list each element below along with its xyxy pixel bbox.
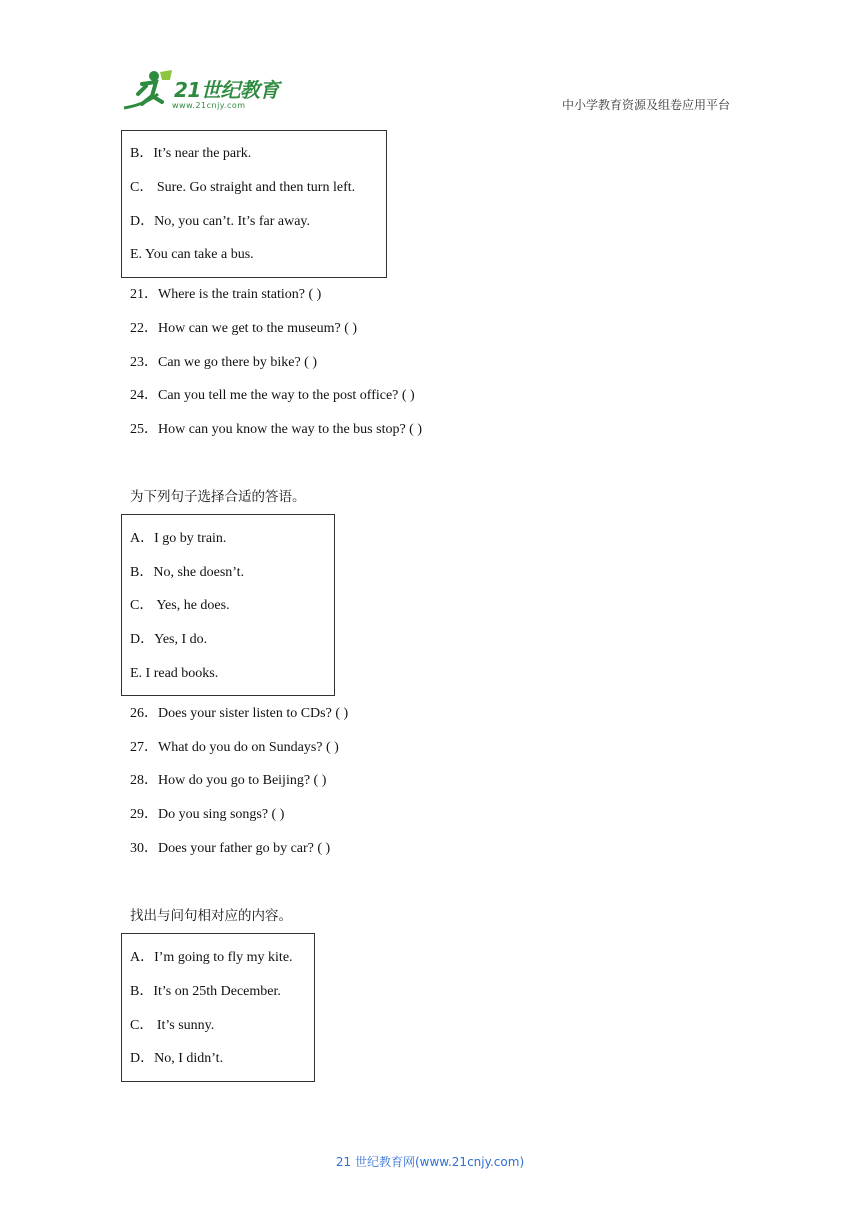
- question-28: 28．How do you go to Beijing? ( ): [130, 773, 327, 788]
- logo-text: 21世纪教育: [174, 78, 279, 102]
- option-item: A．I go by train.: [130, 531, 227, 546]
- option-box-1: [121, 130, 387, 278]
- page-footer: [0, 1153, 860, 1170]
- option-item: C． It’s sunny.: [130, 1018, 215, 1033]
- runner-icon: [122, 68, 178, 114]
- option-item: D．No, I didn’t.: [130, 1051, 224, 1066]
- question-23: 23．Can we go there by bike? ( ): [130, 355, 317, 370]
- question-30: 30．Does your father go by car? ( ): [130, 841, 331, 856]
- option-item: E. You can take a bus.: [130, 247, 254, 262]
- question-22: 22．How can we get to the museum? ( ): [130, 321, 358, 336]
- question-24: 24．Can you tell me the way to the post office? ( ): [130, 388, 415, 403]
- option-box-3: [121, 933, 315, 1082]
- section-3-title: 找出与问句相对应的内容。: [130, 908, 292, 924]
- option-item: B．It’s near the park.: [130, 146, 252, 161]
- option-item: D．Yes, I do.: [130, 632, 208, 647]
- section-2-title: 为下列句子选择合适的答语。: [130, 489, 306, 505]
- option-item: A．I’m going to fly my kite.: [130, 950, 293, 965]
- logo-url: www.21cnjy.com: [172, 101, 246, 110]
- question-27: 27．What do you do on Sundays? ( ): [130, 740, 339, 755]
- option-item: E. I read books.: [130, 666, 219, 681]
- question-25: 25．How can you know the way to the bus stop? ( ): [130, 422, 423, 437]
- site-logo: [122, 68, 292, 114]
- option-item: D．No, you can’t. It’s far away.: [130, 214, 311, 229]
- option-item: B．No, she doesn’t.: [130, 565, 245, 580]
- option-item: C． Sure. Go straight and then turn left.: [130, 180, 356, 195]
- option-item: C． Yes, he does.: [130, 598, 230, 613]
- question-26: 26．Does your sister listen to CDs? ( ): [130, 706, 349, 721]
- option-item: B．It’s on 25th December.: [130, 984, 281, 999]
- platform-title: 中小学教育资源及组卷应用平台: [561, 98, 730, 112]
- question-21: 21．Where is the train station? ( ): [130, 287, 322, 302]
- footer-text[interactable]: 21 世纪教育网(www.21cnjy.com): [335, 1155, 525, 1169]
- option-box-2: [121, 514, 335, 696]
- page-header: [0, 0, 860, 128]
- question-29: 29．Do you sing songs? ( ): [130, 807, 285, 822]
